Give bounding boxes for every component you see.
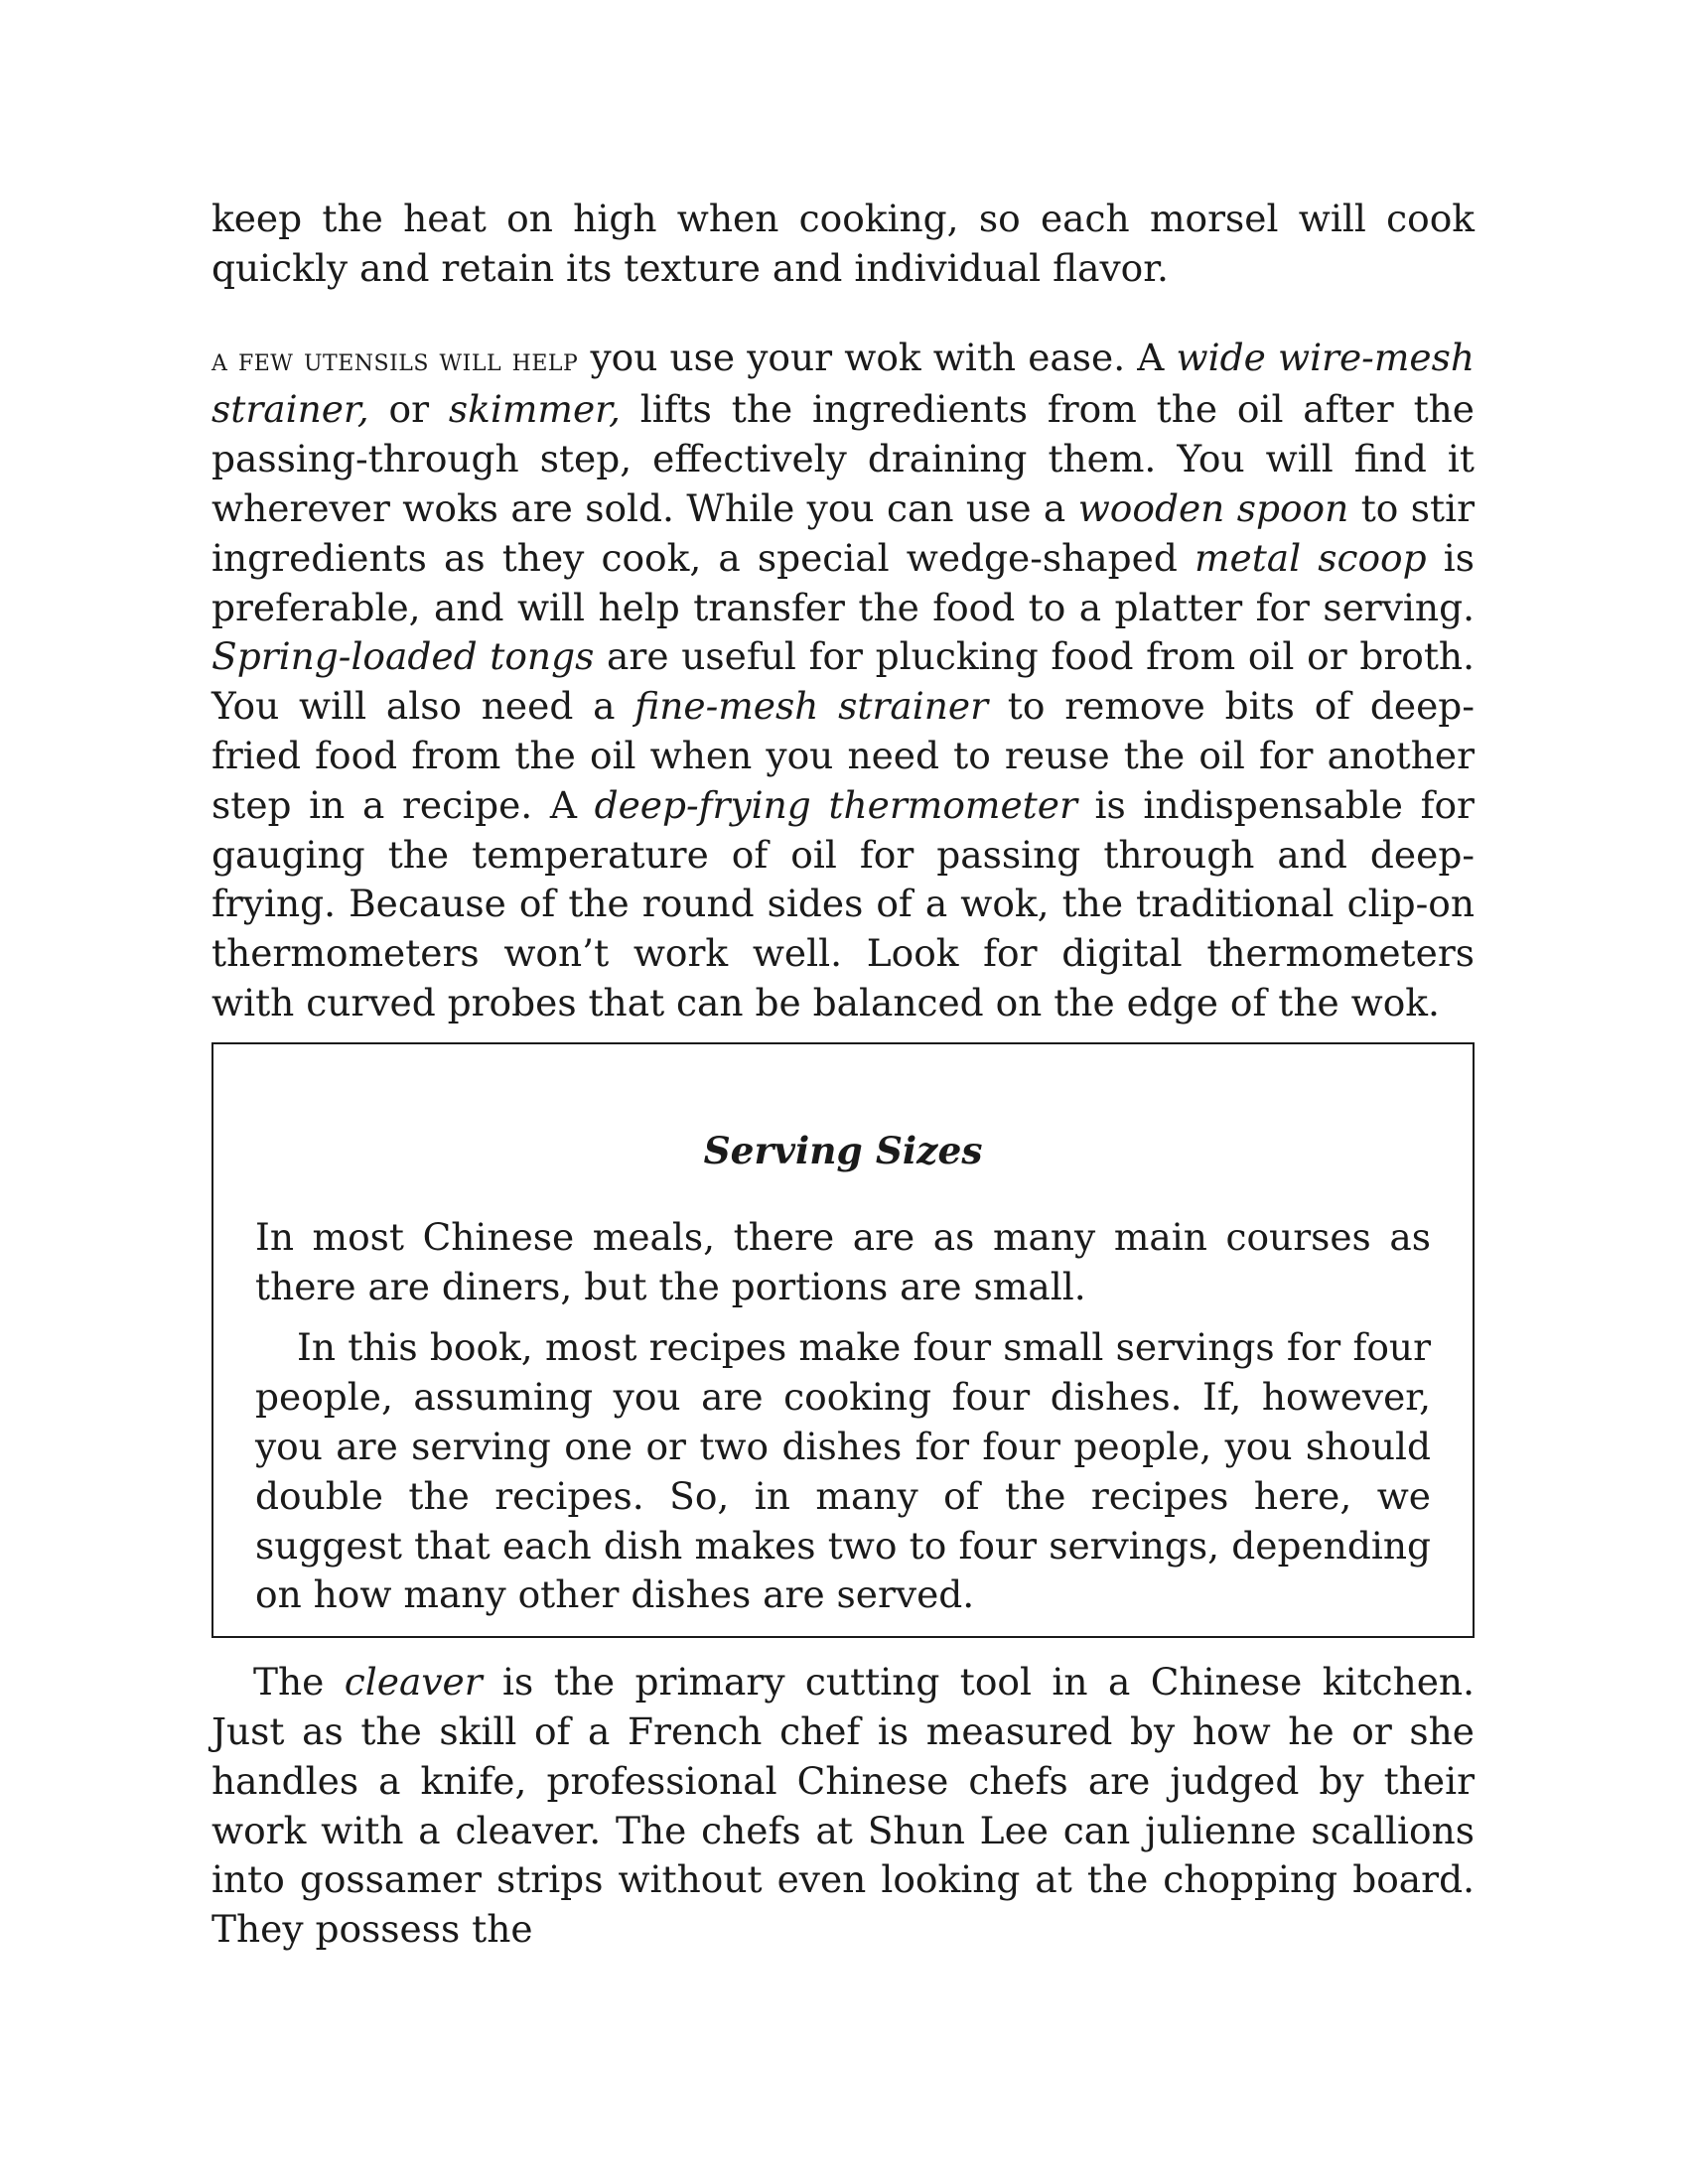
term-metal-scoop: metal scoop [1194,535,1427,580]
term-wooden-spoon: wooden spoon [1077,485,1349,530]
text-run: to remove bits of deep-fried food from the oil when you need to reuse the oil for another step in a recipe. A [211,684,1475,827]
body-paragraph-1: keep the heat on high when cooking, so each morsel will cook quickly and retain its texture and individual flavor. [211,197,1475,290]
page-content [211,195,1475,1955]
serving-sizes-sidebar [211,1042,1475,1638]
text-run: lifts the ingredients from the oil after the passing-through step, effectively draining them. You will find it wherever woks are sold. While you can use a [211,387,1476,530]
text-run: are useful for plucking food from oil or broth. You will also need a [211,634,1475,729]
text-run: The [253,1660,345,1705]
term-deep-frying-thermometer: deep-frying thermometer [594,782,1077,827]
text-run: to stir ingredients as they cook, a special wedge-shaped [211,485,1475,580]
text-run: is the primary cutting tool in a Chinese kitchen. Just as the skill of a French chef is measured by how he or she handles a knife, professional Chinese chefs are judged by their work with a cleaver. The chefs at Shun Lee can julienne scallions into gossamer strips without even looking at the chopping board. They possess the [211,1660,1475,1952]
sidebar-title: Serving Sizes [703,1128,983,1172]
term-cleaver: cleaver [344,1660,483,1705]
sidebar-paragraph-1: In most Chinese meals, there are as many main courses as there are diners, but the portions are small. [255,1214,1431,1308]
text-run: or [368,387,449,432]
body-paragraph-2 [211,334,1475,1028]
term-fine-mesh-strainer: fine-mesh strainer [634,684,989,729]
term-wide-wire-mesh-strainer: wide wire-mesh strainer, [211,335,1475,432]
text-run: is indispensable for gauging the temperature of oil for passing through and deep-frying. Because of the round sides of a wok, the traditional clip-on thermometers won’t work well. Look for digital thermometers with curved probes that can be balanced on the edge of the wok. [211,782,1475,1024]
sidebar-paragraph-2: In this book, most recipes make four small servings for four people, assuming you are cooking four dishes. If, however, you are serving one or two dishes for four people, you should double the recipes. So, in many of the recipes here, we suggest that each dish makes two to four servings, depending on how many other dishes are served. [255,1325,1431,1617]
text-run: you use your wok with ease. A [578,335,1177,379]
text-run: is preferable, and will help transfer the food to a platter for serving. [211,535,1475,629]
term-spring-loaded-tongs: Spring-loaded tongs [211,634,595,679]
term-skimmer: skimmer, [448,387,621,432]
lead-in-small-caps: a few utensils will help [211,341,579,378]
body-paragraph-3 [211,1658,1475,1955]
